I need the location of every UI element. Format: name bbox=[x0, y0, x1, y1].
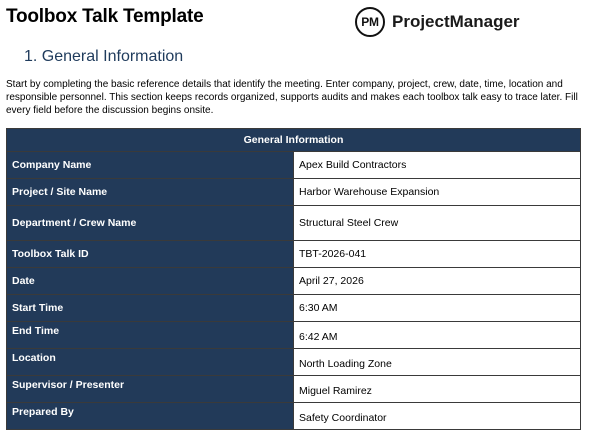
field-label: Supervisor / Presenter bbox=[7, 376, 294, 403]
prepared-by-value[interactable]: Safety Coordinator bbox=[294, 403, 581, 430]
table-header: General Information bbox=[7, 129, 581, 152]
field-label: Location bbox=[7, 349, 294, 376]
table-row bbox=[7, 241, 581, 268]
field-label: Project / Site Name bbox=[7, 179, 294, 206]
table-header-row bbox=[7, 129, 581, 152]
section-heading: 1. General Information bbox=[24, 48, 184, 65]
field-label: Date bbox=[7, 268, 294, 295]
table-row bbox=[7, 349, 581, 376]
field-label: Toolbox Talk ID bbox=[7, 241, 294, 268]
supervisor-presenter-value[interactable]: Miguel Ramirez bbox=[294, 376, 581, 403]
field-label: Company Name bbox=[7, 152, 294, 179]
toolbox-talk-id-value[interactable]: TBT-2026-041 bbox=[294, 241, 581, 268]
pm-logo-badge: PM bbox=[355, 7, 385, 37]
table-row bbox=[7, 295, 581, 322]
field-label: Start Time bbox=[7, 295, 294, 322]
table-row bbox=[7, 206, 581, 241]
brand-logo bbox=[355, 7, 520, 37]
document-title: Toolbox Talk Template bbox=[6, 6, 204, 27]
table-row bbox=[7, 322, 581, 349]
end-time-value[interactable]: 6:42 AM bbox=[294, 322, 581, 349]
intro-paragraph: Start by completing the basic reference details that identify the meeting. Enter company, project, crew, date, time, location and responsible personnel. This section keeps records organized, supports audits and makes each toolbox talk easy to trace later. Fill every field before the discussion begins onsite. bbox=[6, 79, 578, 116]
company-name-value[interactable]: Apex Build Contractors bbox=[294, 152, 581, 179]
table-row bbox=[7, 403, 581, 430]
start-time-value[interactable]: 6:30 AM bbox=[294, 295, 581, 322]
location-value[interactable]: North Loading Zone bbox=[294, 349, 581, 376]
table-row bbox=[7, 268, 581, 295]
department-crew-value[interactable]: Structural Steel Crew bbox=[294, 206, 581, 241]
table-row bbox=[7, 179, 581, 206]
table-row bbox=[7, 376, 581, 403]
date-value[interactable]: April 27, 2026 bbox=[294, 268, 581, 295]
field-label: End Time bbox=[7, 322, 294, 349]
project-site-value[interactable]: Harbor Warehouse Expansion bbox=[294, 179, 581, 206]
general-information-table bbox=[6, 128, 581, 430]
table-row bbox=[7, 152, 581, 179]
field-label: Department / Crew Name bbox=[7, 206, 294, 241]
brand-name: ProjectManager bbox=[392, 12, 520, 31]
field-label: Prepared By bbox=[7, 403, 294, 430]
